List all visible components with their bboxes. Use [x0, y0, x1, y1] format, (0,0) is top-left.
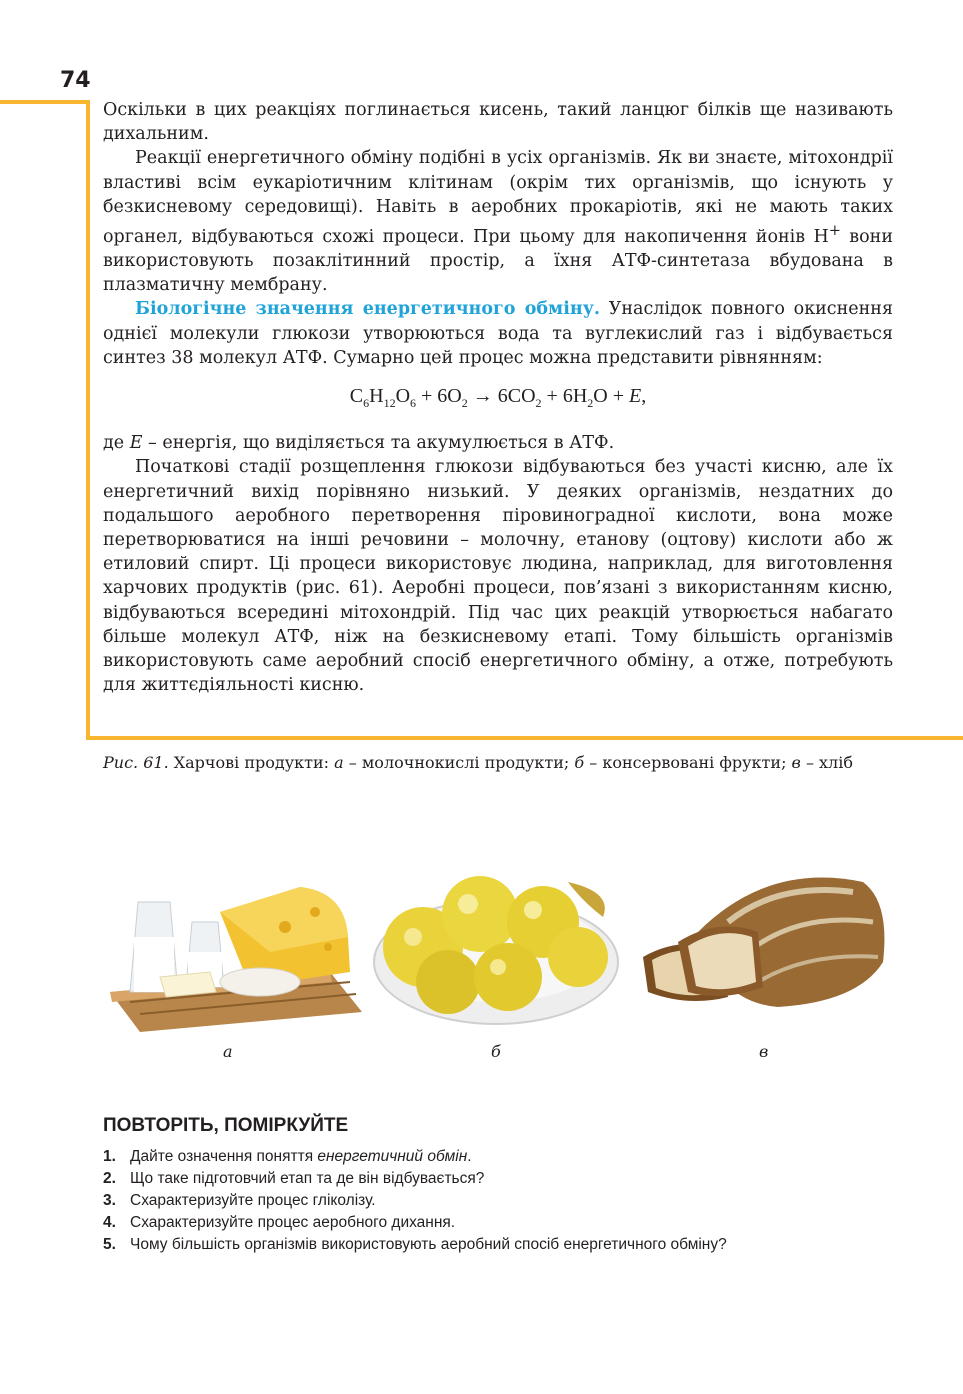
paragraph-2-text-b: вони використовують позаклітинний простір, а їхня АТФ-синтетаза вбудована в плазматичну мембрану.	[103, 226, 893, 296]
question-item: 4. Схарактеризуйте процес аеробного дихання.	[103, 1214, 456, 1231]
paragraph-3	[103, 297, 893, 370]
main-text	[103, 98, 893, 698]
figure-label-c: в	[759, 1042, 769, 1061]
figure-caption: Рис. 61. Харчові продукти: а – молочнокислі продукти; б – консервовані фрукти; в – хліб	[103, 753, 853, 772]
section-heading: Біологічне значення енергетичного обміну.	[135, 299, 600, 320]
question-item: 1. Дайте означення поняття енергетичний обмін.	[103, 1148, 472, 1165]
dairy-products-photo	[100, 842, 362, 1032]
paragraph-2	[103, 146, 893, 297]
paragraph-1: Оскільки в цих реакціях поглинається кисень, такий ланцюг білків ще називають дихальним.	[103, 100, 893, 145]
review-title: ПОВТОРІТЬ, ПОМІРКУЙТЕ	[103, 1115, 349, 1136]
paragraph-5: Початкові стадії розщеплення глюкози відбуваються без участі кисню, але їх енергетичний вихід порівняно низький. У деяких організмів, нездатних до подальшого аеробного перетворення піровиноградної кислоти, вона може перетворюватися на інші речовини – молочну, етанову (оцтову) кислоти або ж етиловий спирт. Ці процеси використовує людина, наприклад, для виготовлення харчових продуктів (рис. 61). Аеробні процеси, пов’язані з використанням кисню, відбуваються всередині мітохондрій. Під час цих реакцій утворюється набагато більше молекул АТФ, ніж на безкисневому етапі. Тому більшість організмів використовують саме аеробний спосіб енергетичного обміну, а отже, потребують для життєдіяльності кисню.	[103, 457, 893, 696]
frame-left-border	[86, 100, 90, 740]
glucose-oxidation-equation: $C_6H_{12}O_6 + 6O_2 \to 6CO_2 + 6H_2O + E$,	[349, 385, 647, 411]
ion-charge: +	[828, 222, 841, 240]
bread-photo	[638, 842, 890, 1032]
paragraph-2-text-a: Реакції енергетичного обміну подібні в усіх організмів. Як ви знаєте, мітохондрії властиві всім еукаріотичним клітинам (окрім тих організмів, що існують у безкисневому середовищі). Навіть в аеробних прокаріотів, які не мають таких органел, відбуваються схожі процеси. При цьому для накопичення йонів H	[103, 148, 893, 247]
question-item: 2. Що таке підготовчий етап та де він відбувається?	[103, 1170, 485, 1187]
figure-label-b: б	[491, 1042, 501, 1061]
page-number: 74	[60, 68, 91, 93]
frame-top-border	[0, 100, 88, 104]
frame-bottom-border	[86, 736, 963, 740]
paragraph-4: де E – енергія, що виділяється та акумулюється в АТФ.	[103, 433, 615, 454]
review-questions	[103, 1146, 903, 1256]
canned-fruits-photo	[368, 842, 630, 1032]
question-item: 5. Чому більшість організмів використовують аеробний спосіб енергетичного обміну?	[103, 1236, 727, 1253]
figure-label-a: а	[223, 1042, 233, 1061]
paragraph-3-text: Унаслідок повного окиснення однієї молекули глюкози утворюються вода та вуглекислий газ і відбувається синтез 38 молекул АТФ. Сумарно цей процес можна представити рівнянням:	[103, 299, 893, 368]
question-item: 3. Схарактеризуйте процес гліколізу.	[103, 1192, 376, 1209]
